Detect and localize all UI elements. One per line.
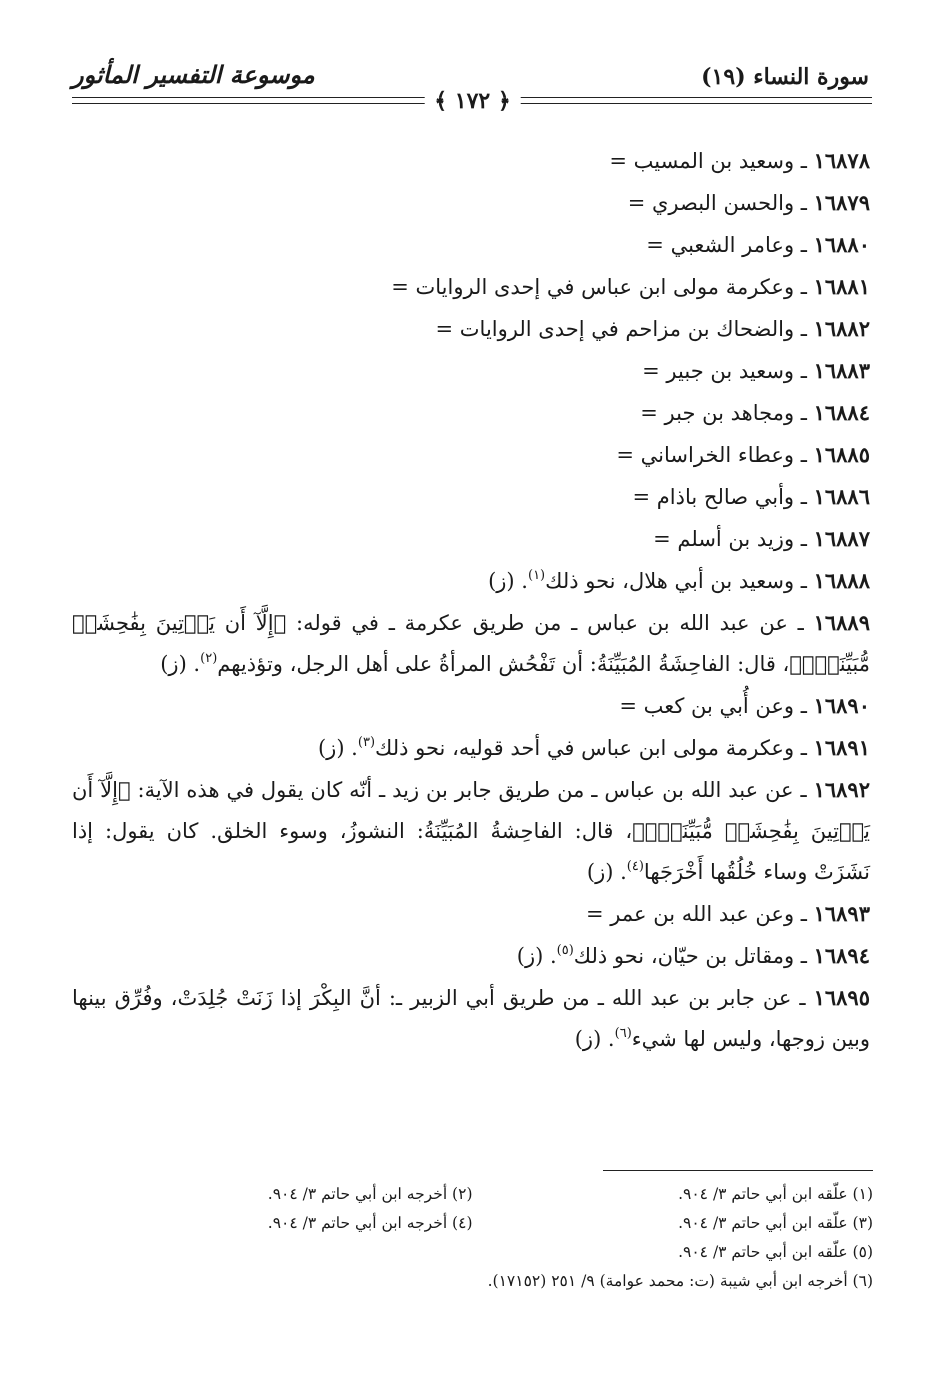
entry: ١٦٨٨٠ ـ وعامر الشعبي =	[646, 232, 870, 257]
footnote-ref: (١)	[527, 568, 546, 583]
footnote: (٤) أخرجه ابن أبي حاتم ٣/ ٩٠٤.	[267, 1214, 473, 1232]
footnote-separator	[603, 1170, 873, 1171]
footnote-ref: (٣)	[357, 735, 376, 750]
entry: ١٦٨٩٤ ـ ومقاتل بن حيّان، نحو ذلك$^{(٥)}$. (ز)	[516, 943, 870, 968]
surah-header: سورة النساء (١٩)	[701, 64, 869, 90]
entry: ١٦٨٨٦ ـ وأبي صالح باذام =	[632, 484, 870, 509]
footnote: (٦) أخرجه ابن أبي شيبة (ت: محمد عوامة) ٩/ ٢٥١ (١٧١٥٢).	[487, 1272, 873, 1290]
entry: ١٦٨٩٢ ـ عن عبد الله بن عباس ـ من طريق جابر بن زيد ـ أنّه كان يقول في هذه الآية: ﴿إِلَّآ أَن يَأۡتِينَ بِفَٰحِشَةٖ مُّبَيِّنَةٖۚ﴾، قال: الفاحِشةُ المُبَيِّنَةُ: النشوزُ، وسوء الخلق. كان يقول: إذا نَشَزَتْ وساء خُلُقُها أَخْرَجَها$^{(٤)}$. (ز)	[72, 777, 870, 884]
footnote-row	[72, 1209, 873, 1238]
footnote-ref: (٥)	[556, 943, 574, 958]
entry: ١٦٨٩١ ـ وعكرمة مولى ابن عباس في أحد قوليه، نحو ذلك$^{(٣)}$. (ز)	[317, 735, 870, 760]
footnote: (٥) علّقه ابن أبي حاتم ٣/ ٩٠٤.	[678, 1243, 873, 1261]
entry: ١٦٨٩٠ ـ وعن أُبي بن كعب =	[619, 693, 870, 718]
entry: ١٦٨٨٧ ـ وزيد بن أسلم =	[653, 526, 870, 551]
entry: ١٦٨٧٨ ـ وسعيد بن المسيب =	[609, 148, 870, 173]
footnote-row	[72, 1180, 873, 1209]
book-title-header: موسوعة التفسير المأثور	[72, 60, 315, 89]
footnote-ref: (٢)	[200, 651, 218, 666]
entry: ١٦٨٨١ ـ وعكرمة مولى ابن عباس في إحدى الروايات =	[391, 274, 870, 299]
footnote-ref: (٦)	[614, 1026, 632, 1041]
footnotes	[72, 1180, 873, 1296]
entry: ١٦٨٨٩ ـ عن عبد الله بن عباس ـ من طريق عكرمة ـ في قوله: ﴿إِلَّآ أَن يَأۡتِينَ بِفَٰحِشَةٖ مُّبَيِّنَةٖۚ﴾، قال: الفاحِشَةُ المُبَيِّنَةُ: أن تَفْحُش المرأةُ على أهل الرجل، وتؤذيهم$^{(٢)}$. (ز)	[72, 610, 870, 676]
page-number: ﴿ ١٧٢ ﴾	[424, 88, 521, 114]
footnote: (٣) علّقه ابن أبي حاتم ٣/ ٩٠٤.	[678, 1214, 873, 1232]
entry: ١٦٨٨٣ ـ وسعيد بن جبير =	[642, 358, 870, 383]
entry: ١٦٨٧٩ ـ والحسن البصري =	[627, 190, 870, 215]
footnote-ref: (٤)	[626, 859, 644, 874]
entry: ١٦٨٨٤ ـ ومجاهد بن جبر =	[640, 400, 870, 425]
entry: ١٦٨٨٥ ـ وعطاء الخراساني =	[616, 442, 870, 467]
body-text	[72, 140, 870, 1060]
footnote: (١) علّقه ابن أبي حاتم ٣/ ٩٠٤.	[678, 1185, 873, 1203]
entry: ١٦٨٩٣ ـ وعن عبد الله بن عمر =	[586, 901, 870, 926]
footnote: (٢) أخرجه ابن أبي حاتم ٣/ ٩٠٤.	[267, 1185, 473, 1203]
footnote-row	[72, 1238, 873, 1267]
entry: ١٦٨٩٥ ـ عن جابر بن عبد الله ـ من طريق أبي الزبير ـ: أنَّ البِكْرَ إذا زَنَتْ جُلِدَتْ، وفُرِّق بينها وبين زوجها، وليس لها شيء$^{(٦)}$. (ز)	[72, 985, 870, 1051]
entry: ١٦٨٨٢ ـ والضحاك بن مزاحم في إحدى الروايات =	[435, 316, 870, 341]
entry: ١٦٨٨٨ ـ وسعيد بن أبي هلال، نحو ذلك$^{(١)}$. (ز)	[488, 568, 870, 593]
